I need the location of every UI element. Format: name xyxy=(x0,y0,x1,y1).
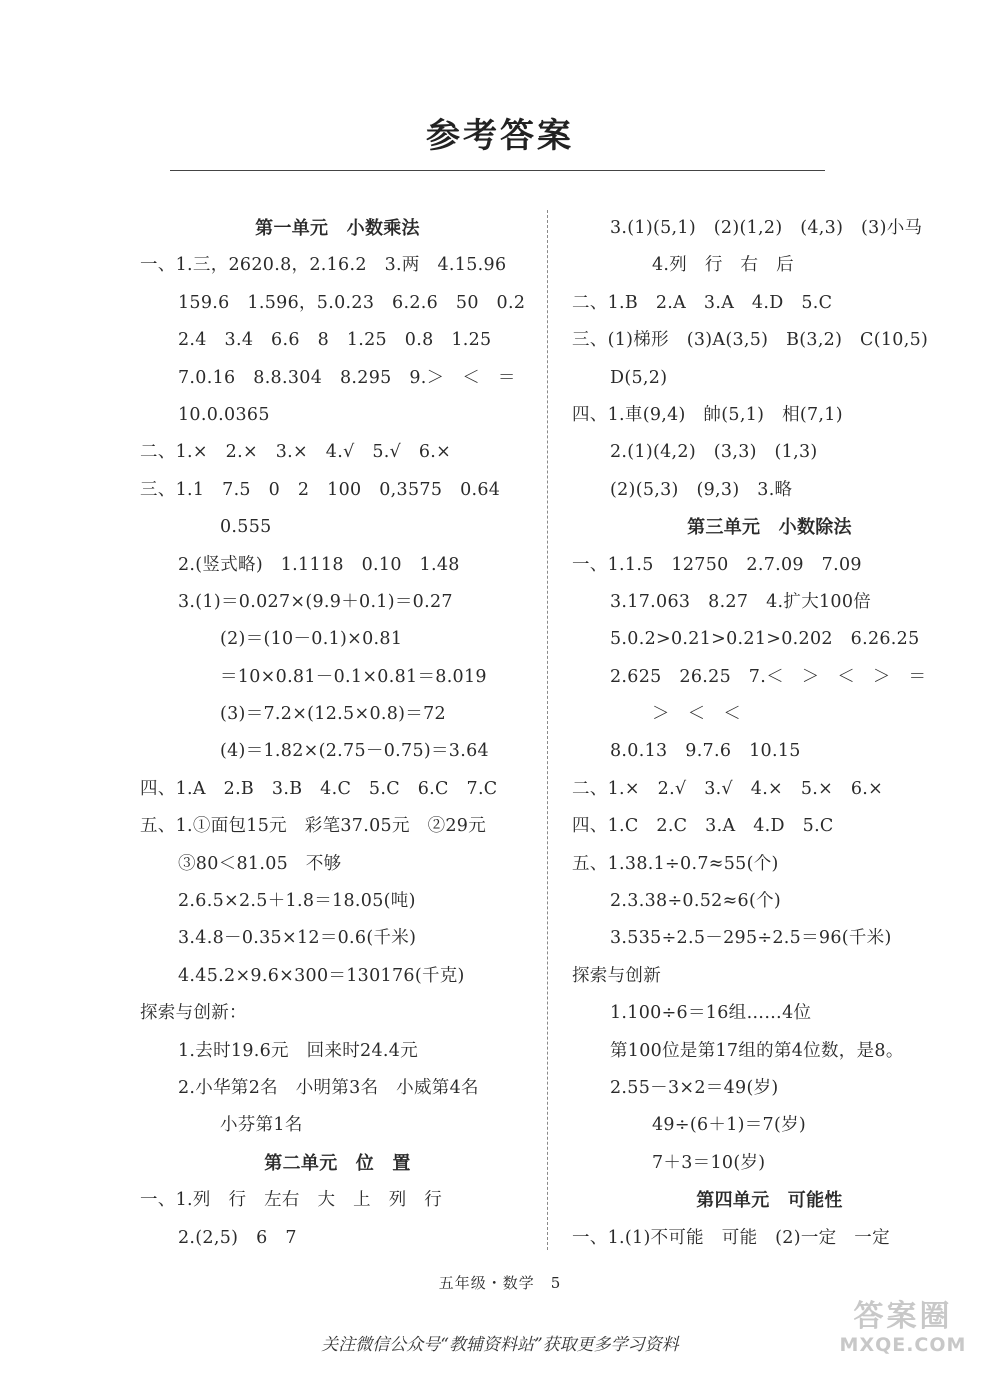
answer-line: 二、1.× 2.√ 3.√ 4.× 5.× 6.× xyxy=(572,778,884,799)
page-title: 参考答案 xyxy=(426,116,574,156)
answer-line: 第100位是第17组的第4位数，是8。 xyxy=(610,1040,904,1061)
answer-line: 小芬第1名 xyxy=(220,1115,303,1136)
answer-line: 4.45.2×9.6×300＝130176(千克) xyxy=(178,965,465,986)
answer-line: (2)(5,3) (9,3) 3.略 xyxy=(610,479,793,500)
answer-line: 2.(1)(4,2) (3,3) (1,3) xyxy=(610,442,818,463)
answer-line: 0.555 xyxy=(220,517,272,538)
answer-line: 1.去时19.6元 回来时24.4元 xyxy=(178,1040,419,1061)
answer-line: 2.6.5×2.5＋1.8＝18.05(吨) xyxy=(178,891,416,912)
answer-line: 49÷(6＋1)＝7(岁) xyxy=(652,1115,807,1136)
answer-line: (3)＝7.2×(12.5×0.8)＝72 xyxy=(220,704,446,725)
answer-line: 2.4 3.4 6.6 8 1.25 0.8 1.25 xyxy=(178,330,492,351)
answer-line: 5.0.2>0.21>0.21>0.202 6.26.25 xyxy=(610,629,920,650)
answer-line: 2.3.38÷0.52≈6(个) xyxy=(610,891,782,912)
answer-line: 1.100÷6＝16组……4位 xyxy=(610,1003,812,1024)
answer-line: 2.(竖式略) 1.1118 0.10 1.48 xyxy=(178,554,460,575)
answer-line: ＝10×0.81－0.1×0.81＝8.019 xyxy=(220,666,487,687)
right-column xyxy=(572,210,967,1257)
answer-line: 五、1.①面包15元 彩笔37.05元 ②29元 xyxy=(140,816,487,837)
answer-line: 四、1.A 2.B 3.B 4.C 5.C 6.C 7.C xyxy=(140,778,498,799)
section-heading: 第一单元 小数乘法 xyxy=(255,218,420,239)
answer-line: 五、1.38.1÷0.7≈55(个) xyxy=(572,853,779,874)
section-heading: 第四单元 可能性 xyxy=(696,1190,843,1212)
answer-line: 2.625 26.25 7.＜ ＞ ＜ ＞ ＝ xyxy=(610,666,927,687)
section-heading: 第二单元 位 置 xyxy=(264,1152,411,1174)
answer-line: ＞ ＜ ＜ xyxy=(652,704,741,725)
answer-line: 2.(2,5) 6 7 xyxy=(178,1227,297,1248)
title-rule xyxy=(170,170,825,171)
answer-line: 7＋3＝10(岁) xyxy=(652,1152,766,1173)
answer-line: (2)＝(10－0.1)×0.81 xyxy=(220,629,403,650)
answer-line: 二、1.B 2.A 3.A 4.D 5.C xyxy=(572,292,833,313)
answer-line: 3.(1)(5,1) (2)(1,2) (4,3) (3)小马 xyxy=(610,218,923,238)
answer-line: 2.小华第2名 小明第3名 小威第4名 xyxy=(178,1077,479,1098)
answer-line: 探索与创新： xyxy=(140,1003,247,1024)
answer-line: 3.17.063 8.27 4.扩大100倍 xyxy=(610,591,872,612)
answer-line: (4)＝1.82×(2.75－0.75)＝3.64 xyxy=(220,741,489,762)
column-divider xyxy=(547,210,548,1250)
answer-line: 一、1.三，2620.8，2.16.2 3.两 4.15.96 xyxy=(140,255,507,276)
answer-line: ③80＜81.05 不够 xyxy=(178,853,342,874)
answer-line: 一、1.(1)不可能 可能 (2)一定 一定 xyxy=(572,1227,890,1248)
answer-line: 10.0.0365 xyxy=(178,404,270,425)
answer-line: 三、(1)梯形 (3)A(3,5) B(3,2) C(10,5) xyxy=(572,330,929,351)
answer-line: 一、1.1.5 12750 2.7.09 7.09 xyxy=(572,554,862,575)
answer-line: 8.0.13 9.7.6 10.15 xyxy=(610,741,801,762)
answer-line: 四、1.車(9,4) 帥(5,1) 相(7,1) xyxy=(572,404,843,425)
answer-line: 四、1.C 2.C 3.A 4.D 5.C xyxy=(572,816,834,837)
answer-line: 3.535÷2.5－295÷2.5＝96(千米) xyxy=(610,928,892,949)
answer-line: 2.55－3×2＝49(岁) xyxy=(610,1077,779,1098)
watermark-text: 答案圈 xyxy=(853,1299,953,1334)
watermark-logo xyxy=(828,1300,978,1362)
section-heading: 第三单元 小数除法 xyxy=(687,517,852,539)
answer-line: 三、1.1 7.5 0 2 100 0,3575 0.64 xyxy=(140,479,501,500)
page-footer: 五年级・数学 5 xyxy=(438,1274,562,1292)
answer-line: 探索与创新 xyxy=(572,965,661,986)
answer-line: 7.0.16 8.8.304 8.295 9.＞ ＜ ＝ xyxy=(178,367,516,388)
answer-line: 3.(1)＝0.027×(9.9＋0.1)＝0.27 xyxy=(178,591,453,612)
answer-line: 3.4.8－0.35×12＝0.6(千米) xyxy=(178,928,417,949)
answer-line: 4.列 行 右 后 xyxy=(652,255,794,276)
answer-line: 二、1.× 2.× 3.× 4.√ 5.√ 6.× xyxy=(140,442,452,463)
answer-line: D(5,2) xyxy=(610,367,668,388)
answer-line: 一、1.列 行 左右 大 上 列 行 xyxy=(140,1190,443,1211)
watermark-url: MXQE.COM xyxy=(839,1334,967,1356)
left-column xyxy=(140,210,535,1257)
answer-line: 159.6 1.596，5.0.23 6.2.6 50 0.2 xyxy=(178,292,526,313)
promo-note: 关注微信公众号“教辅资料站”获取更多学习资料 xyxy=(321,1335,679,1355)
